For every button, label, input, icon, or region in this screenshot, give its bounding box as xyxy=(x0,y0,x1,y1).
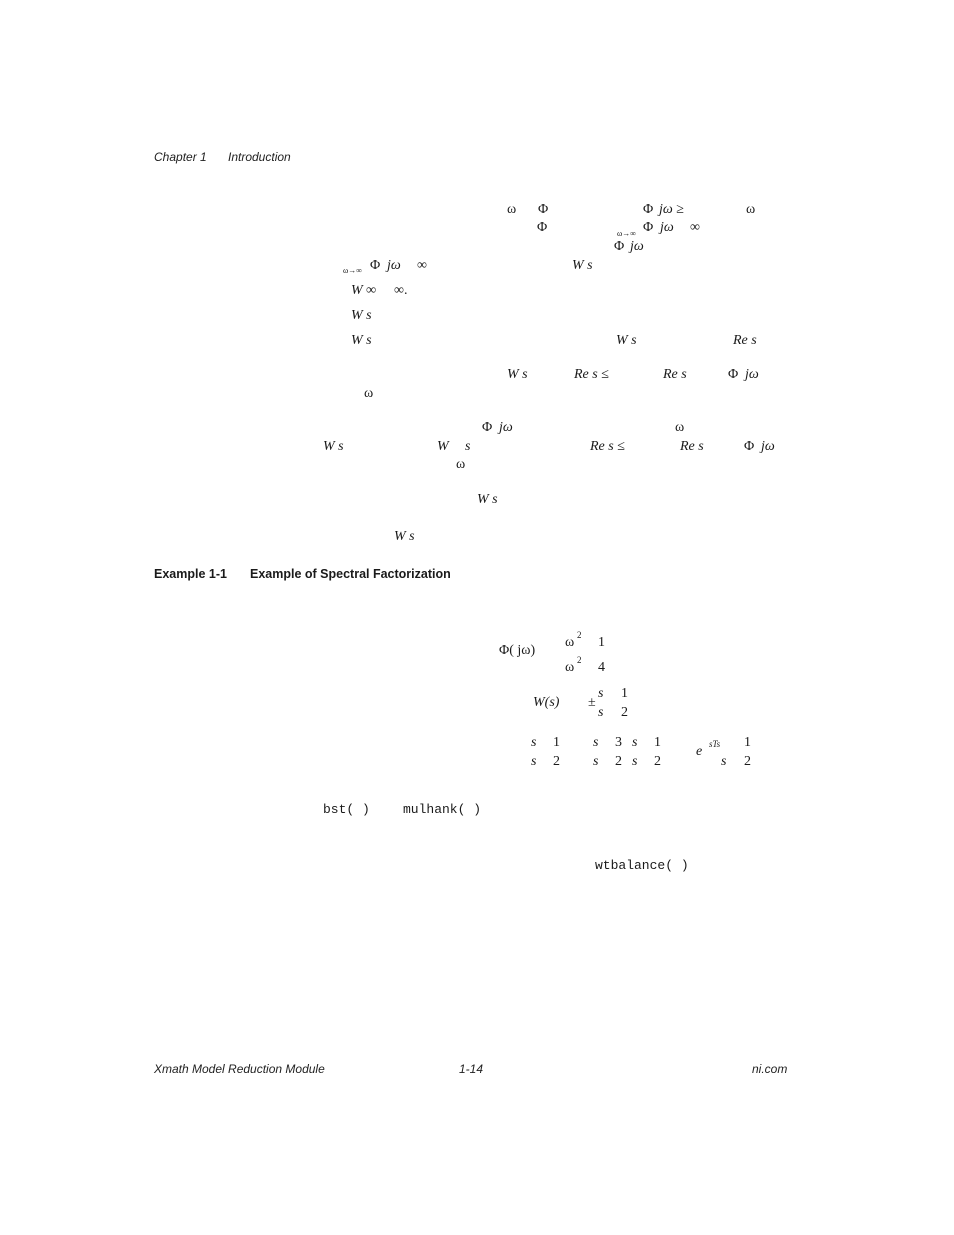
math-fragment: W s xyxy=(572,258,593,273)
math-fragment: ∞. xyxy=(394,283,408,298)
eq-b-num-s1: s xyxy=(593,735,599,750)
math-fragment: Re s xyxy=(680,439,704,454)
eq-a-den-s: s xyxy=(531,754,537,769)
eq-b-den-c2: 2 xyxy=(654,754,661,769)
eq-den-const: 4 xyxy=(598,660,605,675)
eq-a-den-c: 2 xyxy=(553,754,560,769)
math-fragment: jω xyxy=(761,439,775,454)
chapter-label: Chapter 1 xyxy=(154,150,207,164)
math-fragment: Re s ≤ xyxy=(574,367,609,382)
math-fragment: jω xyxy=(387,258,401,273)
eq-w-num-c: 1 xyxy=(621,686,628,701)
math-fragment: jω ≥ xyxy=(659,202,684,217)
math-fragment: W s xyxy=(351,333,372,348)
eq-a-num-s: s xyxy=(531,735,537,750)
math-fragment: W xyxy=(437,439,449,454)
math-fragment: Φ xyxy=(537,220,548,235)
eq-pm: ± xyxy=(588,695,596,710)
math-fragment: jω xyxy=(499,420,513,435)
eq-w-den-s: s xyxy=(598,705,604,720)
math-fragment: s xyxy=(465,439,471,454)
eq-b-den-s2: s xyxy=(632,754,638,769)
math-fragment: ∞ xyxy=(417,258,427,273)
math-fragment: ω xyxy=(746,202,756,217)
eq-b-den-c1: 2 xyxy=(615,754,622,769)
code-bst: bst( ) xyxy=(323,802,370,817)
eq-num-sup: 2 xyxy=(577,630,582,640)
math-fragment: jω xyxy=(745,367,759,382)
math-fragment: W s xyxy=(477,492,498,507)
eq-c-den-s: s xyxy=(721,754,727,769)
eq-num-const: 1 xyxy=(598,635,605,650)
code-wtbalance: wtbalance( ) xyxy=(595,858,689,873)
eq-b-den-s1: s xyxy=(593,754,599,769)
eq-c-den-c: 2 xyxy=(744,754,751,769)
page-number: 1-14 xyxy=(459,1062,484,1076)
math-fragment: Φ xyxy=(643,202,654,217)
eq-den-omega: ω xyxy=(565,660,575,675)
eq-c-sup: sTs xyxy=(709,739,721,749)
math-fragment: W ∞ xyxy=(351,283,377,298)
math-fragment: ω xyxy=(456,457,466,472)
example-label: Example 1-1 xyxy=(154,567,227,581)
math-fragment: Φ xyxy=(482,420,493,435)
eq-w-num-s: s xyxy=(598,686,604,701)
eq-b-num-c1: 3 xyxy=(615,735,622,750)
math-subscript: ω→∞ xyxy=(343,266,362,275)
math-fragment: Φ xyxy=(370,258,381,273)
math-fragment: jω xyxy=(660,220,674,235)
section-label: Introduction xyxy=(228,150,291,164)
eq-b-num-c2: 1 xyxy=(654,735,661,750)
math-fragment: ω xyxy=(507,202,517,217)
eq-c-num-c: 1 xyxy=(744,735,751,750)
footer-title: Xmath Model Reduction Module xyxy=(154,1062,325,1076)
math-fragment: Re s xyxy=(663,367,687,382)
code-mulhank: mulhank( ) xyxy=(403,802,482,817)
eq-c-e: e xyxy=(696,744,703,759)
eq-den-sup: 2 xyxy=(577,655,582,665)
eq-w-lhs: W(s) xyxy=(533,695,560,710)
math-fragment: W s xyxy=(351,308,372,323)
math-fragment: Re s xyxy=(733,333,757,348)
math-fragment: Φ xyxy=(614,239,625,254)
footer-site-link[interactable]: ni.com xyxy=(752,1062,788,1076)
math-subscript: ω→∞ xyxy=(617,229,636,238)
math-fragment: jω xyxy=(630,239,644,254)
math-fragment: Φ xyxy=(538,202,549,217)
eq-b-num-s2: s xyxy=(632,735,638,750)
example-title: Example of Spectral Factorization xyxy=(250,567,451,581)
math-fragment: W s xyxy=(507,367,528,382)
math-fragment: W s xyxy=(394,529,415,544)
math-fragment: ∞ xyxy=(690,220,700,235)
math-fragment: Φ xyxy=(728,367,739,382)
eq-num-omega: ω xyxy=(565,635,575,650)
math-fragment: W s xyxy=(616,333,637,348)
math-fragment: ω xyxy=(364,386,374,401)
math-fragment: ω xyxy=(675,420,685,435)
eq-w-den-c: 2 xyxy=(621,705,628,720)
math-fragment: W s xyxy=(323,439,344,454)
eq-a-num-c: 1 xyxy=(553,735,560,750)
eq-phi-lhs: Φ( jω) xyxy=(499,643,536,658)
math-fragment: Φ xyxy=(744,439,755,454)
math-fragment: Φ xyxy=(643,220,654,235)
math-fragment: Re s ≤ xyxy=(590,439,625,454)
